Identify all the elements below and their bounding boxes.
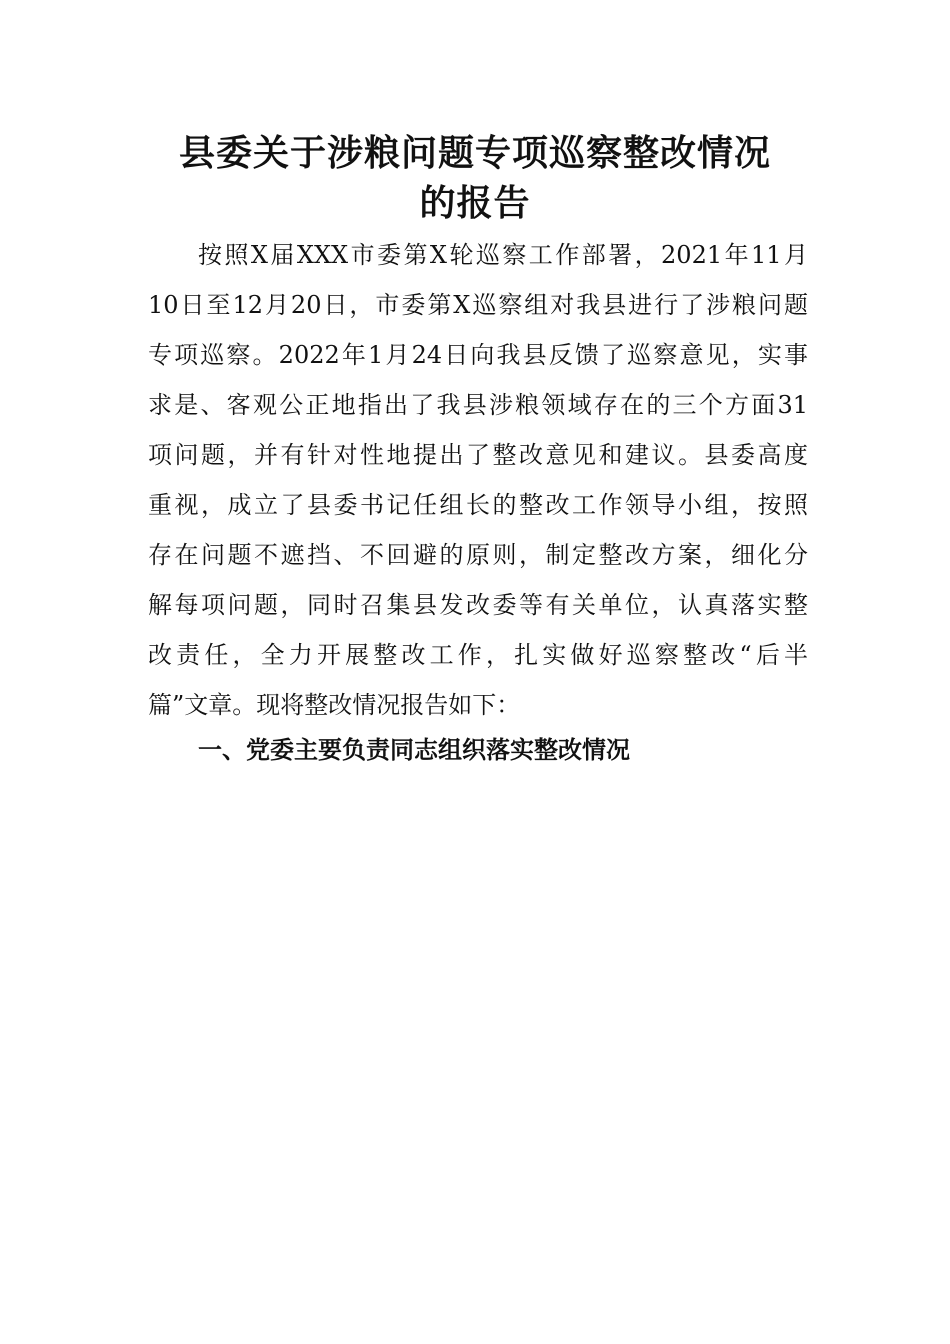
paragraph-line: 解每项问题，同时召集县发改委等有关单位，认真落实整 xyxy=(148,591,808,619)
paragraph-line: 按照X届XXX市委第X轮巡察工作部署，2021年11月 xyxy=(198,241,808,269)
paragraph-line: 篇”文章。现将整改情况报告如下： xyxy=(148,691,521,719)
document-title-line-1: 县委关于涉粮问题专项巡察整改情况 xyxy=(178,133,771,174)
section-heading: 一、党委主要负责同志组织落实整改情况 xyxy=(198,736,630,764)
intro-paragraph xyxy=(148,230,808,730)
paragraph-line: 专项巡察。2022年1月24日向我县反馈了巡察意见，实事 xyxy=(148,341,808,369)
document-title-line-2: 的报告 xyxy=(419,183,531,224)
paragraph-line: 求是、客观公正地指出了我县涉粮领域存在的三个方面31 xyxy=(148,391,808,419)
paragraph-line: 10日至12月20日，市委第X巡察组对我县进行了涉粮问题 xyxy=(148,291,808,319)
paragraph-line: 存在问题不遮挡、不回避的原则，制定整改方案，细化分 xyxy=(148,541,808,569)
paragraph-line: 项问题，并有针对性地提出了整改意见和建议。县委高度 xyxy=(148,441,808,469)
paragraph-line: 重视，成立了县委书记任组长的整改工作领导小组，按照 xyxy=(148,491,808,519)
paragraph-line: 改责任，全力开展整改工作，扎实做好巡察整改“后半 xyxy=(148,641,808,669)
